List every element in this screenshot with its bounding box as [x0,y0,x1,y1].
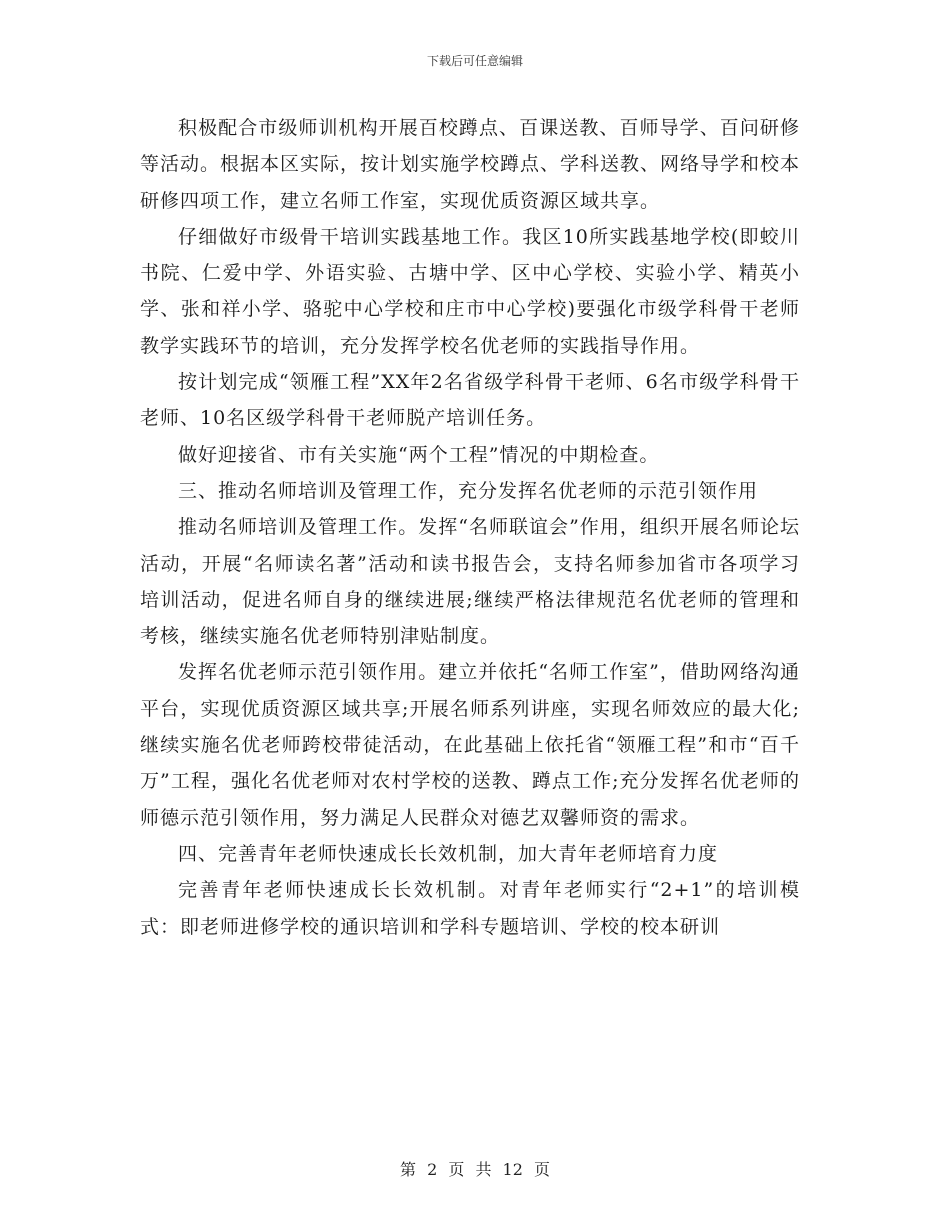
paragraph: 推动名师培训及管理工作。发挥“名师联谊会”作用，组织开展名师论坛活动，开展“名师读名著”活动和读书报告会，支持名师参加省市各项学习培训活动，促进名师自身的继续进展;继续严格法律规范名优老师的管理和考核，继续实施名优老师特别津贴制度。 [140,516,800,648]
paragraph: 仔细做好市级骨干培训实践基地工作。我区10所实践基地学校(即蛟川书院、仁爱中学、外语实验、古塘中学、区中心学校、实验小学、精英小学、张和祥小学、骆驼中心学校和庄市中心学校)要强化市级学科骨干老师教学实践环节的培训，充分发挥学校名优老师的实践指导作用。 [140,225,800,357]
paragraph: 完善青年老师快速成长长效机制。对青年老师实行“2+1”的培训模式：即老师进修学校的通识培训和学科专题培训、学校的校本研训 [140,879,800,938]
paragraph: 做好迎接省、市有关实施“两个工程”情况的中期检查。 [178,443,660,466]
paragraph: 积极配合市级师训机构开展百校蹲点、百课送教、百师导学、百问研修等活动。根据本区实际，按计划实施学校蹲点、学科送教、网络导学和校本研修四项工作，建立名师工作室，实现优质资源区域共享。 [140,117,801,212]
paragraph: 按计划完成“领雁工程”XX年2名省级学科骨干老师、6名市级学科骨干老师、10名区级学科骨干老师脱产培训任务。 [140,371,800,430]
section-heading: 四、完善青年老师快速成长长效机制，加大青年老师培育力度 [178,842,719,865]
page-number: 第 2 页 共 12 页 [400,1160,550,1179]
paragraph: 发挥名优老师示范引领作用。建立并依托“名师工作室”，借助网络沟通平台，实现优质资源区域共享;开展名师系列讲座，实现名师效应的最大化;继续实施名优老师跨校带徒活动，在此基础上依托省“领雁工程”和市“百千万”工程，强化名优老师对农村学校的送教、蹲点工作;充分发挥名优老师的师德示范引领作用，努力满足人民群众对德艺双馨师资的需求。 [140,661,800,829]
document-body [140,110,800,945]
section-heading: 三、推动名师培训及管理工作，充分发挥名优老师的示范引领作用 [178,479,759,502]
page-header: 下载后可任意编辑 [426,54,523,68]
